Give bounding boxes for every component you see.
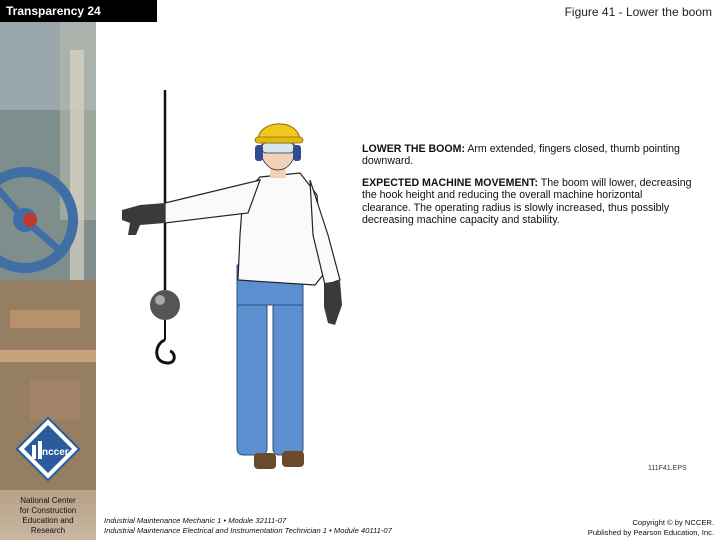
org-line-4: Research [30,526,66,535]
signal-description [362,143,692,235]
copyright-line-2: Published by Pearson Education, Inc. [587,527,714,537]
module-line-1: Industrial Maintenance Mechanic 1 • Module 32111-07 [104,516,287,525]
lower-boom-signal-illustration [110,85,360,475]
organization-name [2,496,94,536]
module-reference [104,516,392,536]
copyright [588,518,714,537]
copyright-line-1: Copyright © by NCCER. [632,518,714,527]
signal-definition [362,143,692,168]
module-line-2: Industrial Maintenance Electrical and Instrumentation Technician 1 • Module 40111-07 [104,526,392,535]
expected-movement-text: The boom will lower, decreasing the hook height and reducing the overall machine horizontal clearance. The operating radius is slowly increased, thus possibly decreasing machine capacity and stability. [362,176,692,227]
nccer-logo [12,413,84,485]
figure-file-label: 111F41.EPS [648,465,687,472]
org-line-1: National Center [20,496,76,505]
org-line-3: Education and [22,516,74,525]
signal-text: Arm extended, fingers closed, thumb pointing downward. [362,143,680,168]
org-line-2: for Construction [19,506,77,515]
signal-heading: LOWER THE BOOM: [362,143,465,155]
figure-title: Figure 41 - Lower the boom [564,5,712,19]
expected-movement [362,177,692,227]
transparency-label: Transparency 24 [0,0,157,22]
expected-movement-heading: EXPECTED MACHINE MOVEMENT: [362,176,538,189]
logo-text: nccer [42,447,69,458]
